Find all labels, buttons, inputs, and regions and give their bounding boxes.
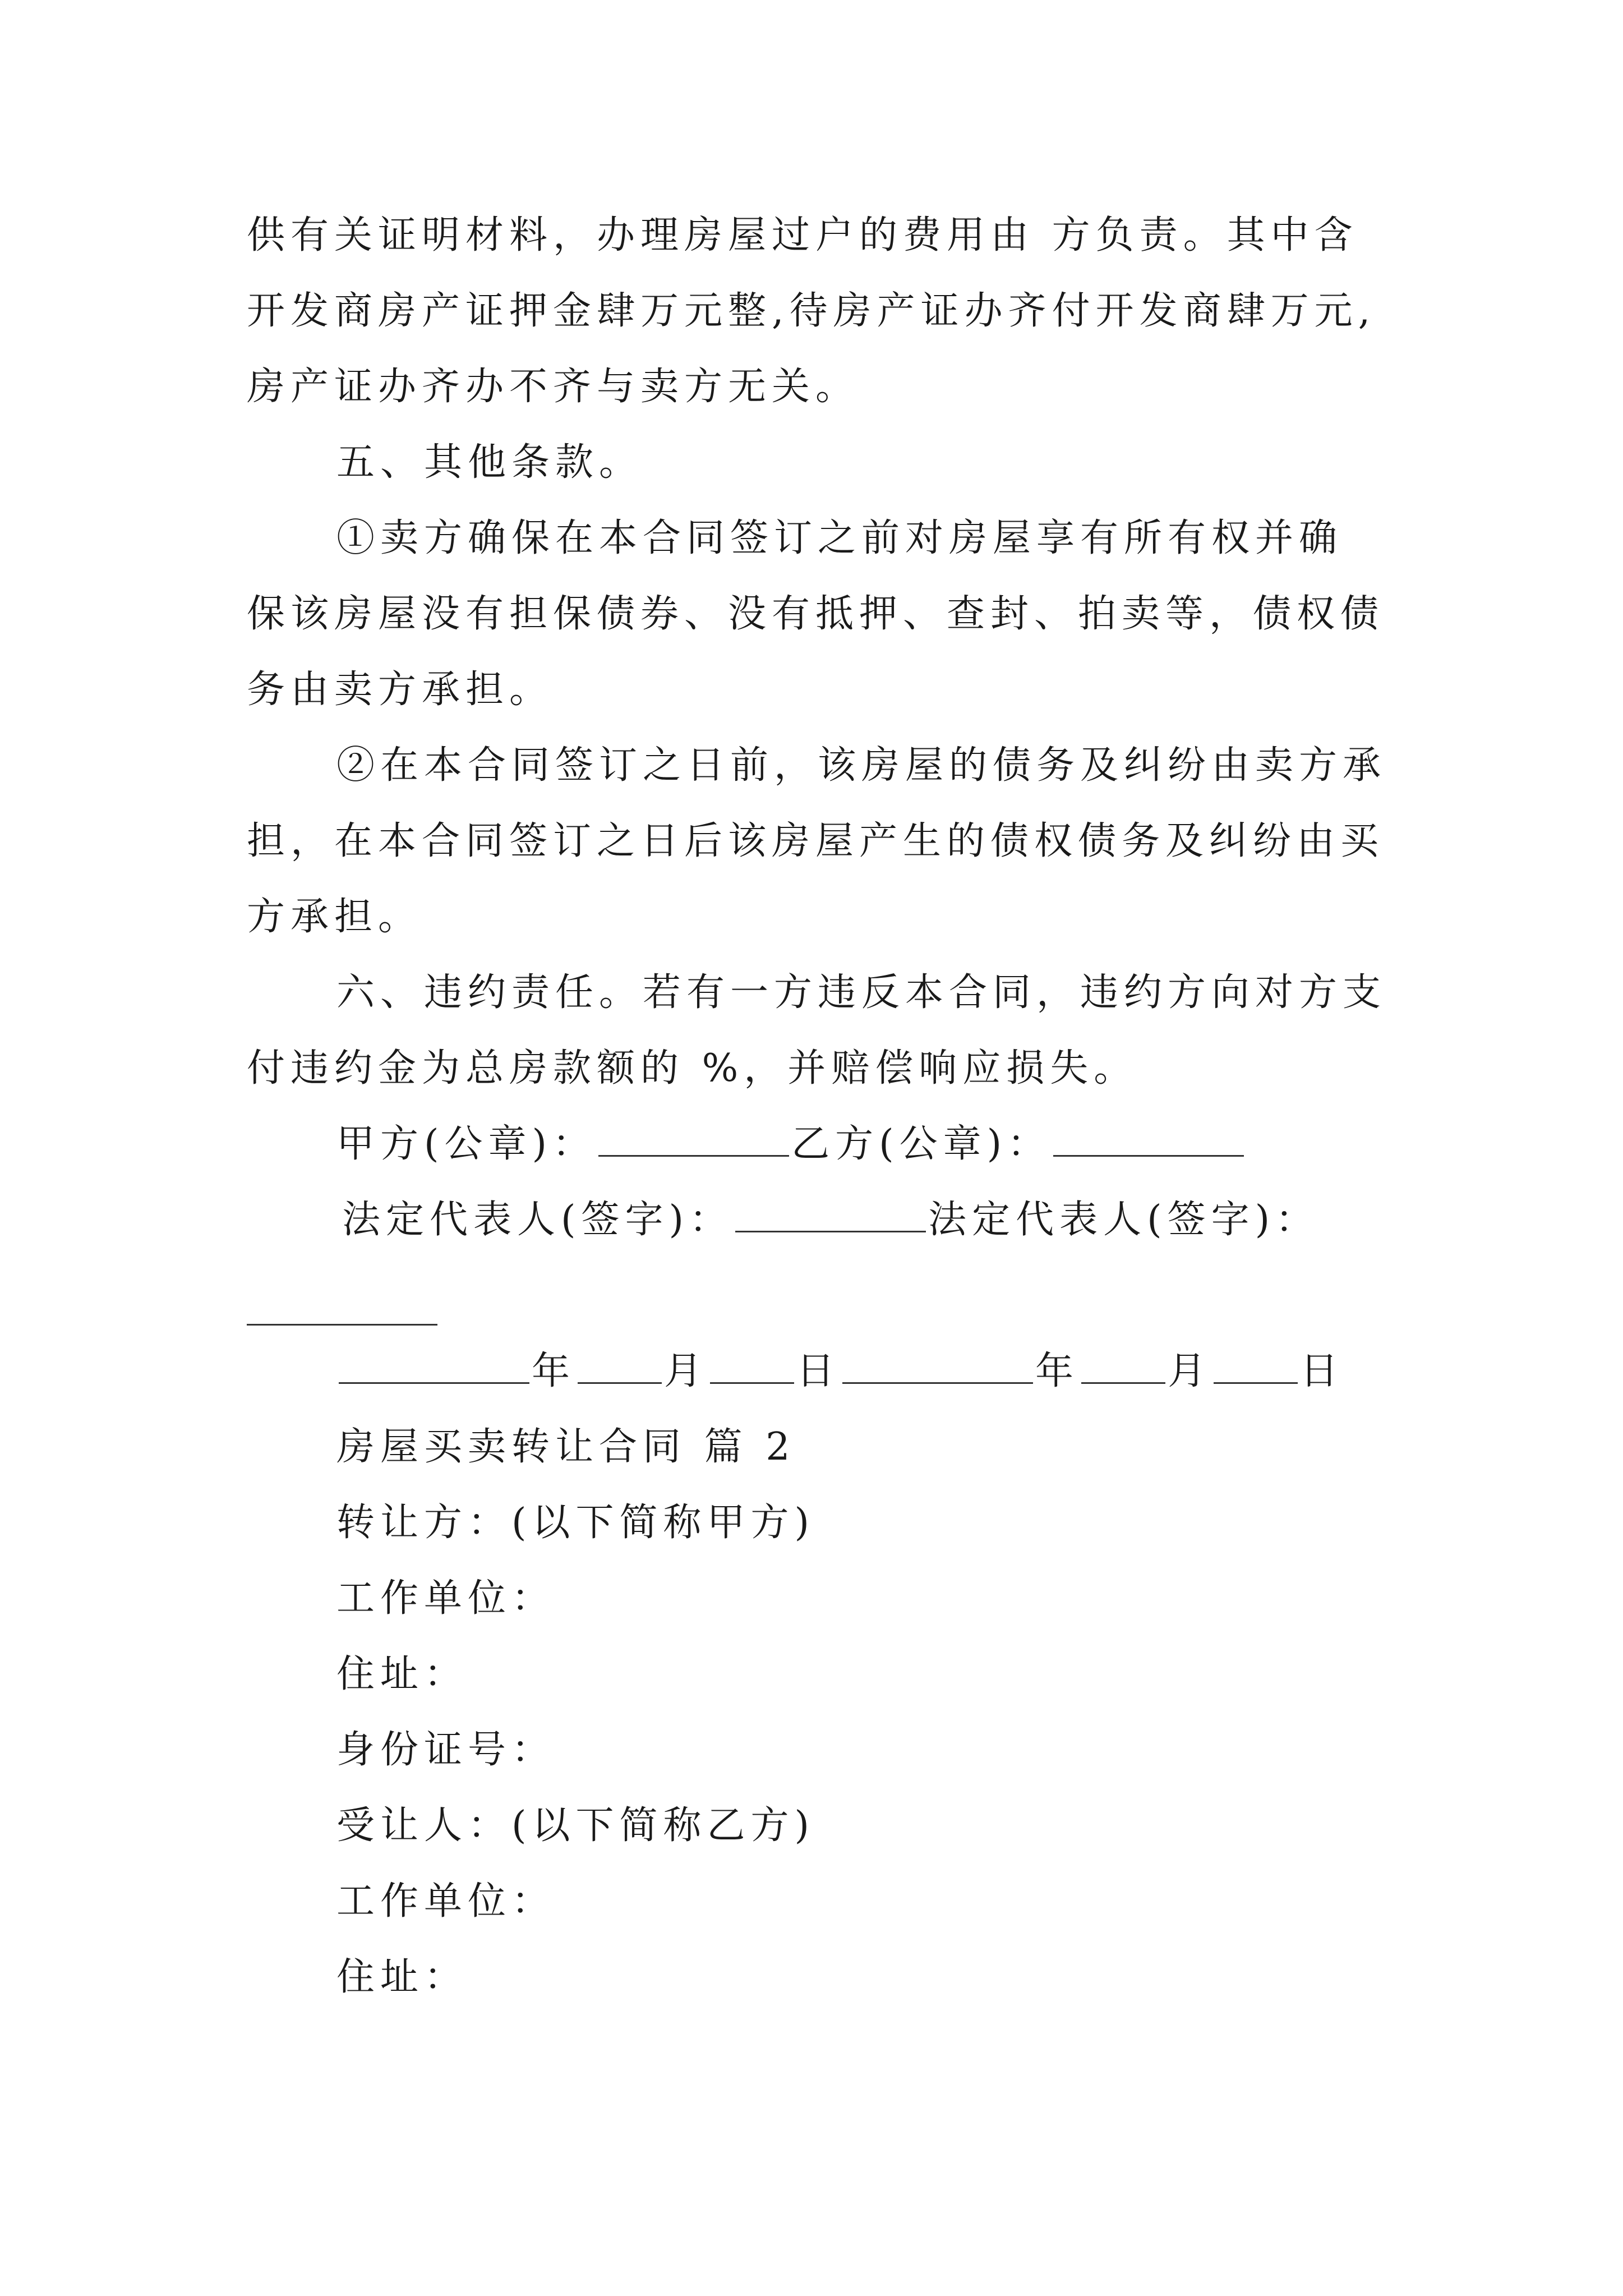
year-blank xyxy=(842,1349,1033,1384)
transferee-line: 受让人：(以下简称乙方) xyxy=(336,1803,815,1848)
paragraph-line: 开发商房产证押金肆万元整,待房产证办齐付开发商肆万元, xyxy=(247,289,1376,333)
year-label: 年 xyxy=(532,1349,576,1393)
legal-rep-b-label: 法定代表人(签字)： xyxy=(928,1198,1320,1242)
legal-rep-a-label: 法定代表人(签字)： xyxy=(342,1198,734,1242)
clause-1-line: ①卖方确保在本合同签订之前对房屋享有所有权并确 xyxy=(336,516,1343,560)
party-a-seal-blank xyxy=(598,1121,789,1157)
month-label: 月 xyxy=(664,1349,708,1393)
paragraph-line: 供有关证明材料，办理房屋过户的费用由 方负责。其中含 xyxy=(247,213,1358,257)
party-b-seal-blank xyxy=(1053,1121,1244,1157)
clause-2-line: 方承担。 xyxy=(247,895,422,939)
year-blank xyxy=(339,1349,529,1384)
section-6-line: 六、违约责任。若有一方违反本合同，违约方向对方支 xyxy=(336,970,1387,1015)
month-label: 月 xyxy=(1168,1349,1212,1393)
transferor-line: 转让方：(以下简称甲方) xyxy=(336,1501,815,1545)
date-line xyxy=(336,1346,1344,1397)
day-label: 日 xyxy=(1300,1349,1344,1393)
legal-rep-b-blank xyxy=(247,1324,437,1326)
seal-line xyxy=(336,1119,1246,1170)
section-6-line: 付违约金为总房款额的 %，并赔偿响应损失。 xyxy=(247,1046,1138,1091)
legal-rep-a-blank xyxy=(735,1197,926,1232)
transferor-work-line: 工作单位： xyxy=(336,1576,556,1621)
month-blank xyxy=(578,1349,662,1384)
day-blank xyxy=(1214,1349,1298,1384)
month-blank xyxy=(1081,1349,1165,1384)
paragraph-line: 房产证办齐办不齐与卖方无关。 xyxy=(247,365,860,409)
clause-1-line: 务由卖方承担。 xyxy=(247,668,554,712)
legal-rep-line xyxy=(342,1195,1319,1245)
clause-2-line: 担，在本合同签订之日后该房屋产生的债权债务及纠纷由买 xyxy=(247,819,1385,863)
transferor-address-line: 住址： xyxy=(336,1652,468,1696)
clause-2-line: ②在本合同签订之日前，该房屋的债务及纠纷由卖方承 xyxy=(336,743,1387,788)
day-blank xyxy=(710,1349,794,1384)
clause-1-line: 保该房屋没有担保债券、没有抵押、查封、拍卖等，债权债 xyxy=(247,592,1385,636)
section-5-heading: 五、其他条款。 xyxy=(336,440,643,485)
day-label: 日 xyxy=(796,1349,841,1393)
party-a-seal-label: 甲方(公章)： xyxy=(336,1122,597,1166)
transferee-work-line: 工作单位： xyxy=(336,1879,556,1924)
transferor-id-line: 身份证号： xyxy=(336,1728,556,1772)
transferee-address-line: 住址： xyxy=(336,1955,468,1999)
year-label: 年 xyxy=(1035,1349,1080,1393)
contract-2-title: 房屋买卖转让合同 篇 2 xyxy=(336,1425,796,1469)
party-b-seal-label: 乙方(公章)： xyxy=(791,1122,1052,1166)
